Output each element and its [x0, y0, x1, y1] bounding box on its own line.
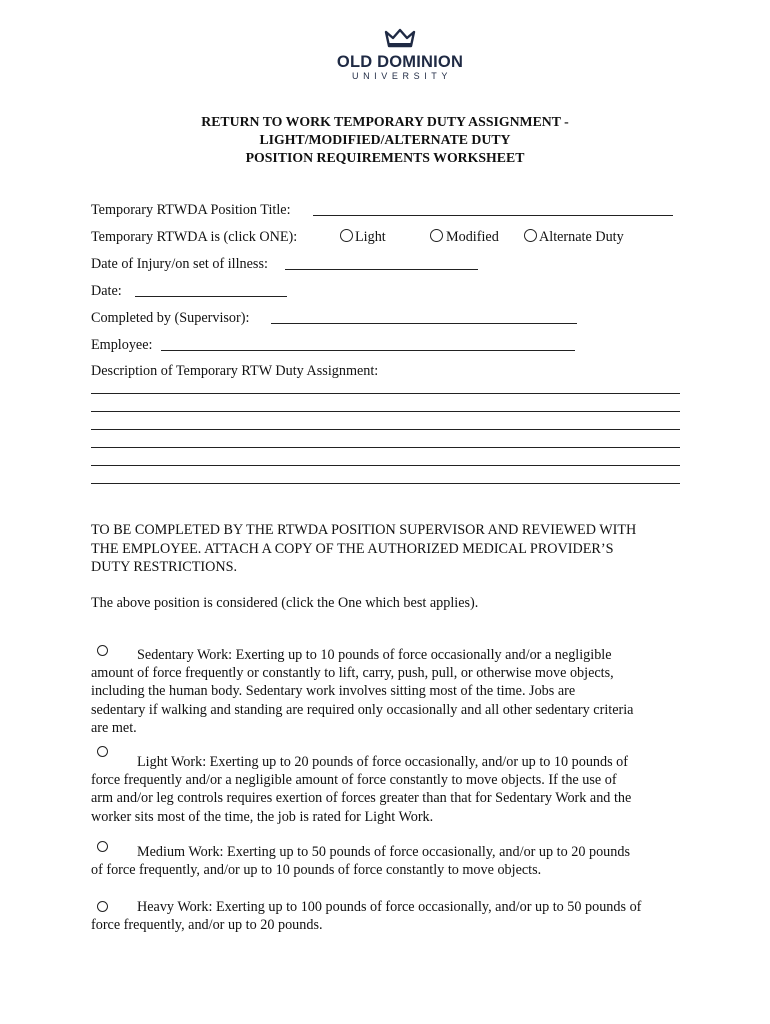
instructions-line-1: TO BE COMPLETED BY THE RTWDA POSITION SUPERVISOR AND REVIEWED WITH — [91, 522, 637, 538]
light-radio[interactable] — [340, 229, 353, 242]
logo-subtitle: UNIVERSITY — [351, 71, 452, 81]
alternate-duty-option-label: Alternate Duty — [539, 229, 624, 245]
alternate-duty-radio[interactable] — [524, 229, 537, 242]
date-of-injury-field[interactable] — [285, 269, 478, 270]
date-field[interactable] — [135, 296, 287, 297]
date-of-injury-label: Date of Injury/on set of illness: — [91, 256, 268, 272]
completed-by-label: Completed by (Supervisor): — [91, 310, 250, 326]
logo-name: OLD DOMINION — [336, 53, 464, 71]
instructions-line-2: THE EMPLOYEE. ATTACH A COPY OF THE AUTHORIZED MEDICAL PROVIDER’S — [91, 541, 614, 557]
light-work-description: Light Work: Exerting up to 20 pounds of force occasionally, and/or up to 10 pounds of force frequently and/or a negligible amount of force constantly to move objects. If the use of arm and/or leg controls requires exertion of forces greater than that for Sedentary Work and the worker sits most of the time, the job is rated for Light Work. — [91, 754, 632, 825]
date-label: Date: — [91, 283, 122, 299]
title-line-1: RETURN TO WORK TEMPORARY DUTY ASSIGNMENT - — [201, 114, 569, 129]
university-logo — [325, 28, 475, 81]
modified-option-label: Modified — [446, 229, 499, 245]
completed-by-field[interactable] — [271, 323, 577, 324]
light-option-label: Light — [355, 229, 386, 245]
description-line-1[interactable] — [91, 393, 680, 394]
description-line-6[interactable] — [91, 483, 680, 484]
modified-radio[interactable] — [430, 229, 443, 242]
employee-label: Employee: — [91, 337, 153, 353]
medium-work-description: Medium Work: Exerting up to 50 pounds of force occasionally, and/or up to 20 pounds of force frequently, and/or up to 10 pounds of force constantly to move objects. — [91, 844, 630, 879]
description-line-4[interactable] — [91, 447, 680, 448]
description-line-5[interactable] — [91, 465, 680, 466]
position-title-field[interactable] — [313, 215, 673, 216]
description-line-3[interactable] — [91, 429, 680, 430]
description-label: Description of Temporary RTW Duty Assignment: — [91, 363, 379, 379]
instructions-line-3: DUTY RESTRICTIONS. — [91, 559, 238, 575]
description-line-2[interactable] — [91, 411, 680, 412]
rtwda-type-label: Temporary RTWDA is (click ONE): — [91, 229, 298, 245]
title-line-2: LIGHT/MODIFIED/ALTERNATE DUTY — [259, 132, 511, 147]
position-title-label: Temporary RTWDA Position Title: — [91, 202, 291, 218]
heavy-work-description: Heavy Work: Exerting up to 100 pounds of force occasionally, and/or up to 50 pounds of force frequently, and/or up to 20 pounds. — [91, 899, 642, 934]
employee-field[interactable] — [161, 350, 575, 351]
sedentary-work-description: Sedentary Work: Exerting up to 10 pounds of force occasionally and/or a negligible amount of force frequently or constantly to lift, carry, push, pull, or otherwise move objects, including the human body. Sedentary work involves sitting most of the time. Jobs are sedentary if walking and standing are required only occasionally and all other sedentary criteria are met. — [91, 647, 634, 736]
position-considered-text: The above position is considered (click the One which best applies). — [91, 595, 479, 611]
crown-icon — [383, 28, 417, 50]
title-line-3: POSITION REQUIREMENTS WORKSHEET — [245, 150, 525, 165]
